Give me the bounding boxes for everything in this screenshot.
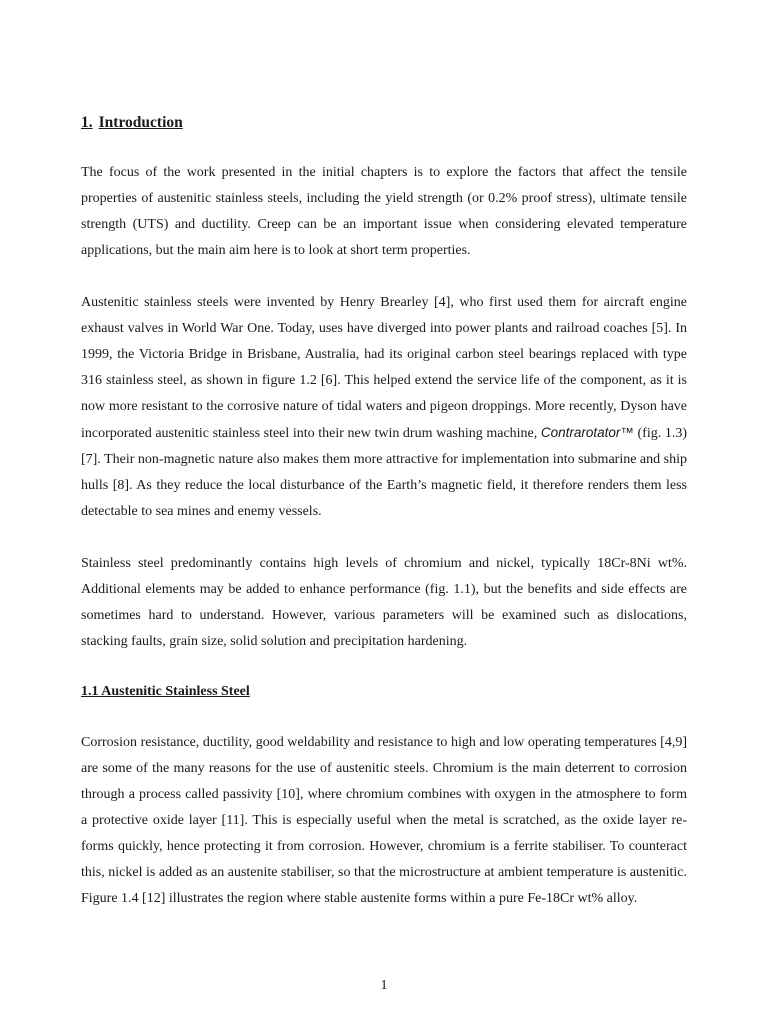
section-title: Introduction <box>98 114 183 131</box>
intro-paragraph-2-text-a: Austenitic stainless steels were invented by Henry Brearley [4], who first used them for aircraft engine exhaust valves in World War One. Today, uses have diverged into power plants and railroad coaches [5]. In 1999, the Victoria Bridge in Brisbane, Australia, had its original carbon steel bearings replaced with type 316 stainless steel, as shown in figure 1.2 [6]. This helped extend the service life of the component, as it is now more resistant to the corrosive nature of tidal waters and pigeon droppings. More recently, Dyson have incorporated austenitic stainless steel into their new twin drum washing machine, <box>81 295 687 441</box>
subsection-paragraph-1: Corrosion resistance, ductility, good weldability and resistance to high and low operating temperatures [4,9] are some of the many reasons for the use of austenitic steels. Chromium is the main deterrent to corrosion through a process called passivity [10], where chromium combines with oxygen in the atmosphere to form a protective oxide layer [11]. This is especially useful when the metal is scratched, as the oxide layer re-forms quickly, hence protecting it from corrosion. However, chromium is a ferrite stabiliser. To counteract this, nickel is added as an austenite stabiliser, so that the microstructure at ambient temperature is austenitic. Figure 1.4 [12] illustrates the region where stable austenite forms within a pure Fe-18Cr wt% alloy. <box>81 735 687 906</box>
page-content <box>81 112 687 938</box>
product-name: Contrarotator™ <box>540 425 634 440</box>
page-number: 1 <box>380 978 388 993</box>
section-number: 1. <box>81 114 93 131</box>
intro-paragraph-3: Stainless steel predominantly contains high levels of chromium and nickel, typically 18Cr-8Ni wt%. Additional elements may be added to enhance performance (fig. 1.1), but the benefits and side effects are sometimes hard to understand. However, various parameters will be examined such as dislocations, stacking faults, grain size, solid solution and precipitation hardening. <box>81 556 687 649</box>
intro-paragraph-2-text-b: (fig. 1.3) [7]. Their non-magnetic nature also makes them more attractive for implementation into submarine and ship hulls [8]. As they reduce the local disturbance of the Earth’s magnetic field, it therefore renders them less detectable to sea mines and enemy vessels. <box>81 426 687 519</box>
subsection-heading: 1.1 Austenitic Stainless Steel <box>81 684 250 699</box>
intro-paragraph-2 <box>81 290 687 525</box>
section-heading <box>81 112 687 134</box>
intro-paragraph-1: The focus of the work presented in the initial chapters is to explore the factors that affect the tensile properties of austenitic stainless steels, including the yield strength (or 0.2% proof stress), ultimate tensile strength (UTS) and ductility. Creep can be an important issue when considering elevated temperature applications, but the main aim here is to look at short term properties. <box>81 165 687 258</box>
